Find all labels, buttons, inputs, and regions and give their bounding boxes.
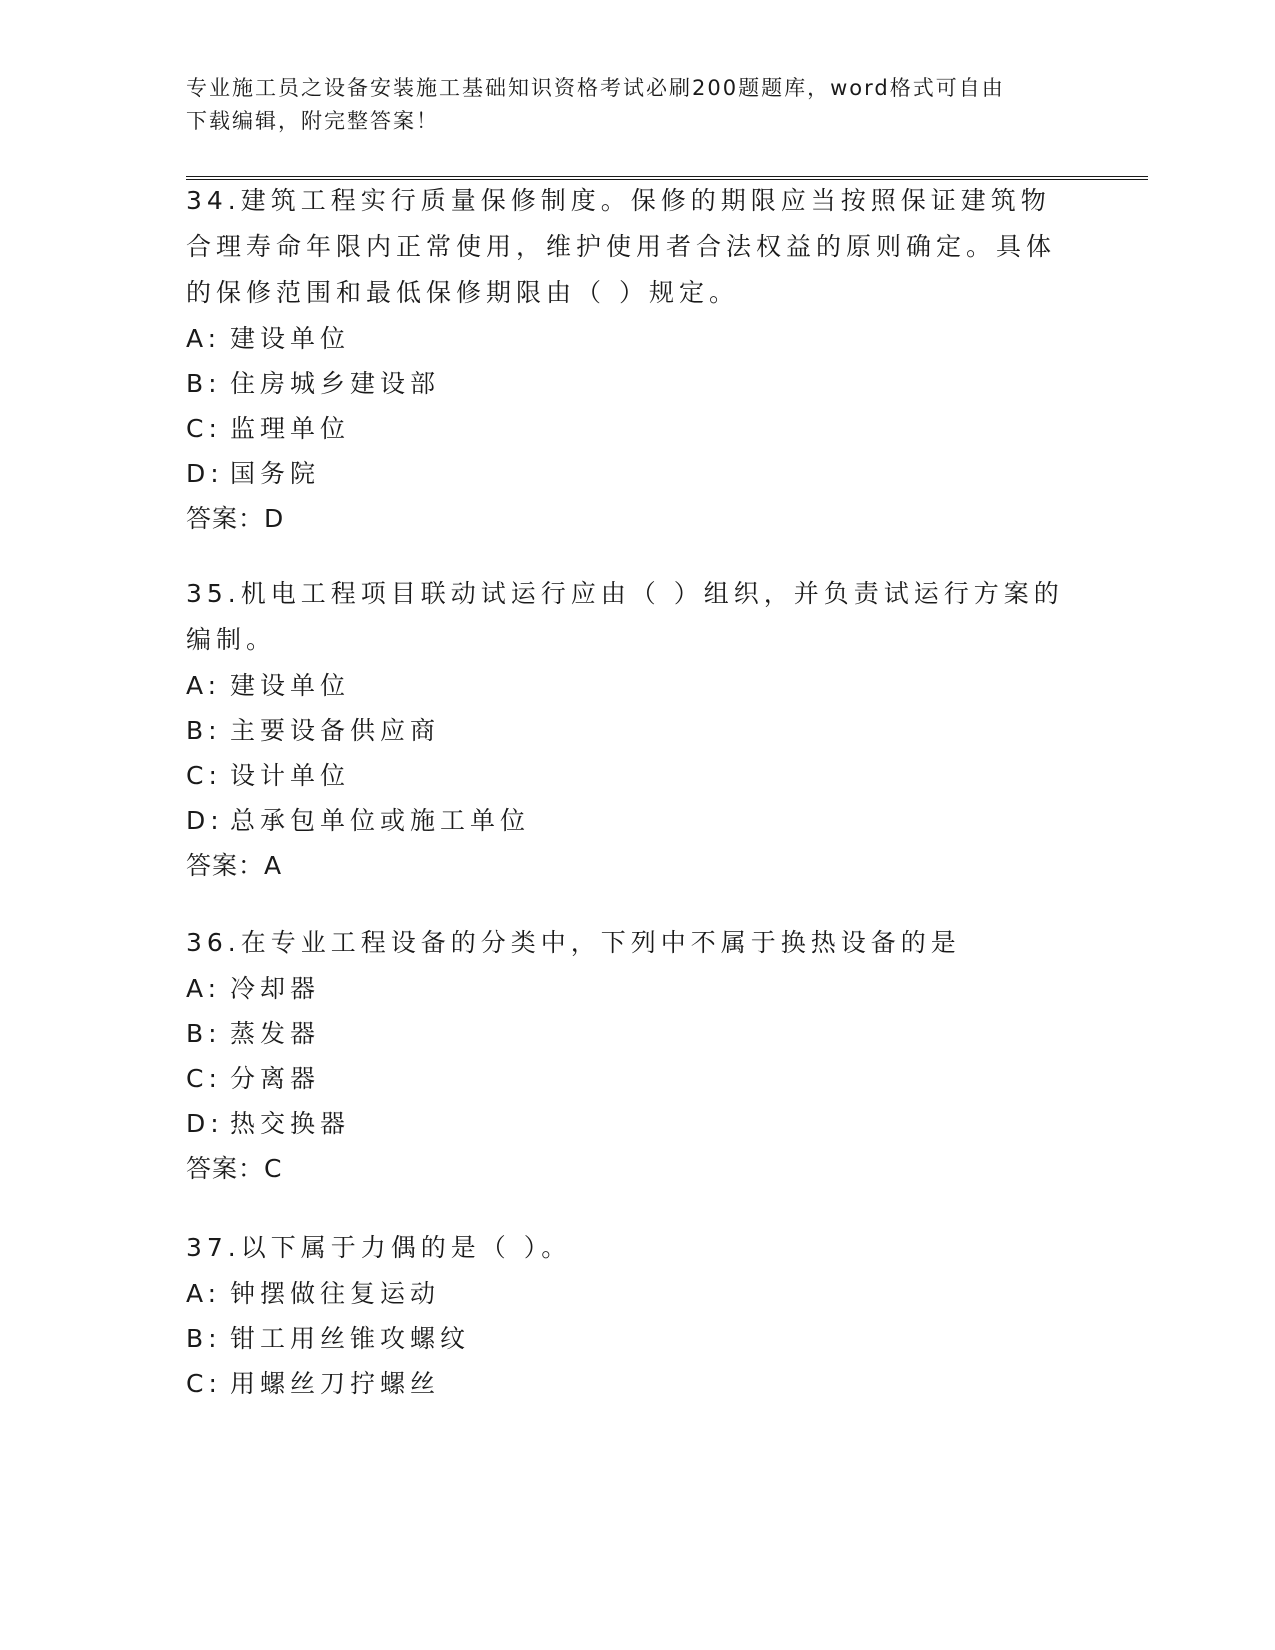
option-b: [186, 1316, 1076, 1361]
option-text: 国务院: [230, 459, 321, 488]
answer-value: D: [264, 504, 285, 533]
answer-label: 答案：: [186, 851, 265, 880]
answer-label: 答案：: [186, 1154, 265, 1183]
option-text: 分离器: [230, 1064, 321, 1093]
option-text: 建设单位: [230, 324, 351, 353]
option-label: D:: [186, 806, 224, 835]
option-label: A:: [186, 671, 222, 700]
option-text: 钟摆做往复运动: [230, 1279, 441, 1308]
question-text: 34.建筑工程实行质量保修制度。保修的期限应当按照保证建筑物合理寿命年限内正常使用，维护使用者合法权益的原则确定。具体的保修范围和最低保修期限由（ ）规定。: [186, 186, 1057, 307]
header-line-1: 专业施工员之设备安装施工基础知识资格考试必刷200题题库，word格式可自由: [186, 76, 1005, 100]
answer-value: A: [264, 851, 283, 880]
option-c: [186, 1056, 1076, 1101]
option-label: D:: [186, 459, 224, 488]
question-36: [186, 920, 1076, 1191]
option-label: B:: [186, 1019, 222, 1048]
option-a: [186, 663, 1076, 708]
option-label: C:: [186, 414, 222, 443]
option-text: 热交换器: [230, 1109, 351, 1138]
option-label: A:: [186, 1279, 222, 1308]
option-b: [186, 361, 1076, 406]
answer-value: C: [264, 1154, 283, 1183]
answer-line: [186, 843, 1076, 888]
answer-line: [186, 1146, 1076, 1191]
answer-label: 答案：: [186, 504, 265, 533]
question-35: [186, 571, 1076, 888]
question-text: 37.以下属于力偶的是（ ）。: [186, 1233, 572, 1262]
option-d: [186, 1101, 1076, 1146]
option-label: C:: [186, 1369, 222, 1398]
answer-line: [186, 496, 1076, 541]
option-b: [186, 708, 1076, 753]
option-text: 钳工用丝锥攻螺纹: [230, 1324, 471, 1353]
option-label: B:: [186, 1324, 222, 1353]
option-text: 住房城乡建设部: [230, 369, 441, 398]
document-header: [186, 72, 1066, 138]
option-a: [186, 316, 1076, 361]
option-d: [186, 798, 1076, 843]
option-label: B:: [186, 369, 222, 398]
option-text: 设计单位: [230, 761, 351, 790]
option-text: 蒸发器: [230, 1019, 321, 1048]
question-text: 35.机电工程项目联动试运行应由（ ）组织，并负责试运行方案的编制。: [186, 579, 1064, 654]
option-label: A:: [186, 974, 222, 1003]
question-34: [186, 178, 1076, 541]
option-label: D:: [186, 1109, 224, 1138]
option-text: 冷却器: [230, 974, 321, 1003]
header-line-2: 下载编辑，附完整答案！: [186, 109, 439, 133]
option-text: 总承包单位或施工单位: [230, 806, 531, 835]
option-label: C:: [186, 1064, 222, 1093]
option-c: [186, 406, 1076, 451]
option-text: 建设单位: [230, 671, 351, 700]
option-label: B:: [186, 716, 222, 745]
option-a: [186, 966, 1076, 1011]
option-label: A:: [186, 324, 222, 353]
option-label: C:: [186, 761, 222, 790]
option-a: [186, 1271, 1076, 1316]
option-text: 主要设备供应商: [230, 716, 441, 745]
question-text: 36.在专业工程设备的分类中，下列中不属于换热设备的是: [186, 928, 961, 957]
option-text: 监理单位: [230, 414, 351, 443]
option-c: [186, 1361, 1076, 1406]
option-c: [186, 753, 1076, 798]
option-d: [186, 451, 1076, 496]
question-37: [186, 1225, 1076, 1406]
option-b: [186, 1011, 1076, 1056]
option-text: 用螺丝刀拧螺丝: [230, 1369, 441, 1398]
